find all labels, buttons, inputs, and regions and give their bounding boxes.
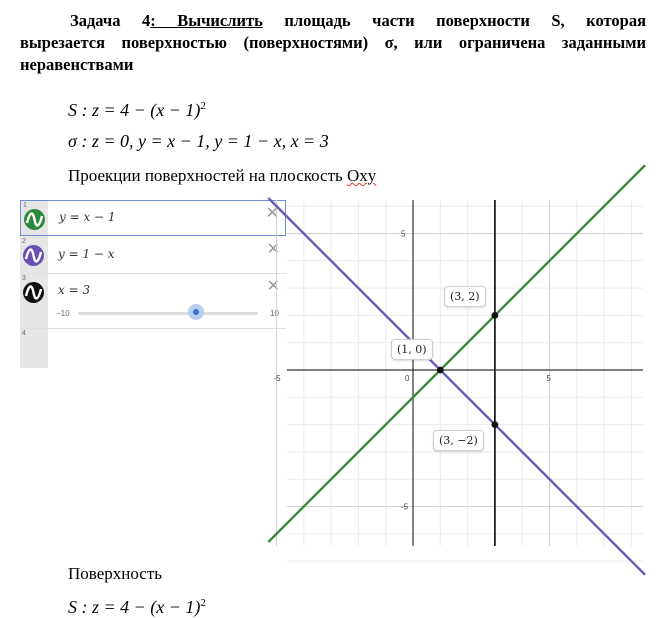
formula-surface-exp: 2 bbox=[200, 100, 206, 112]
surface-formula-exp: 2 bbox=[200, 597, 206, 609]
grid-lines bbox=[277, 200, 644, 561]
slider-knob[interactable] bbox=[193, 309, 199, 315]
expression-row-2[interactable] bbox=[20, 237, 286, 274]
expression-number: 2 bbox=[22, 238, 26, 245]
task-line-3: неравенствами bbox=[20, 55, 134, 74]
expression-number: 1 bbox=[23, 202, 27, 209]
task-verb: : Вычислить bbox=[150, 11, 263, 30]
expression-row-1[interactable] bbox=[20, 200, 286, 236]
x-tick-label: 5 bbox=[546, 374, 551, 383]
caption-plane: Oxy bbox=[347, 166, 377, 185]
delete-expression-icon[interactable]: ✕ bbox=[265, 203, 279, 222]
formula-surface bbox=[68, 100, 206, 121]
formula-sigma: σ : z = 0, y = x − 1, y = 1 − x, x = 3 bbox=[68, 131, 329, 151]
y-tick-label: -5 bbox=[401, 502, 409, 512]
intersection-point bbox=[492, 421, 499, 428]
slider-min-label: −10 bbox=[56, 309, 70, 318]
projections-caption bbox=[68, 166, 376, 186]
line-y-eq-x-minus-1 bbox=[265, 165, 645, 542]
delete-expression-icon[interactable]: ✕ bbox=[266, 239, 280, 258]
expression-list bbox=[20, 200, 286, 368]
intersection-point bbox=[437, 367, 444, 374]
surface-formula bbox=[68, 597, 206, 618]
expression-text[interactable]: y = x − 1 bbox=[59, 210, 116, 224]
expression-row-4[interactable] bbox=[20, 329, 286, 368]
purple-wave-icon[interactable] bbox=[23, 245, 44, 266]
expression-text[interactable]: y = 1 − x bbox=[58, 247, 115, 261]
x-tick-label: -5 bbox=[273, 374, 281, 383]
caption-text: Проекции поверхностей на плоскость bbox=[68, 166, 348, 185]
delete-expression-icon[interactable]: ✕ bbox=[266, 276, 280, 295]
x-tick-label: 0 bbox=[405, 374, 410, 383]
green-wave-icon[interactable] bbox=[24, 209, 45, 230]
expression-row-3[interactable] bbox=[20, 274, 286, 329]
intersection-point bbox=[492, 312, 499, 319]
task-statement bbox=[20, 10, 646, 76]
expression-text[interactable]: x = 3 bbox=[58, 283, 91, 297]
surface-caption: Поверхность bbox=[68, 564, 162, 583]
graph-canvas[interactable] bbox=[273, 200, 643, 546]
task-line-2: вырезается поверхностью (поверхностями) σ, или ограничена заданными bbox=[20, 33, 646, 52]
point-label-3-2[interactable]: (3, 2) bbox=[444, 286, 486, 307]
task-number: Задача 4 bbox=[70, 11, 151, 30]
y-tick-label: 5 bbox=[401, 229, 406, 239]
axes bbox=[287, 200, 643, 546]
point-label-3-neg2[interactable]: (3, −2) bbox=[433, 430, 484, 451]
slider-max-label: 10 bbox=[270, 309, 279, 318]
formula-surface-text: S : z = 4 − (x − 1) bbox=[68, 100, 201, 120]
point-label-1-0[interactable]: (1, 0) bbox=[391, 339, 433, 360]
task-line1-rest: площадь части поверхности S, которая bbox=[262, 11, 646, 30]
expression-number: 3 bbox=[22, 275, 26, 282]
surface-formula-text: S : z = 4 − (x − 1) bbox=[68, 597, 201, 617]
black-wave-icon[interactable] bbox=[23, 282, 44, 303]
expression-number: 4 bbox=[22, 330, 26, 337]
task-line-1 bbox=[20, 10, 646, 32]
slider-track[interactable] bbox=[78, 312, 258, 315]
line-y-eq-1-minus-x bbox=[265, 198, 645, 575]
